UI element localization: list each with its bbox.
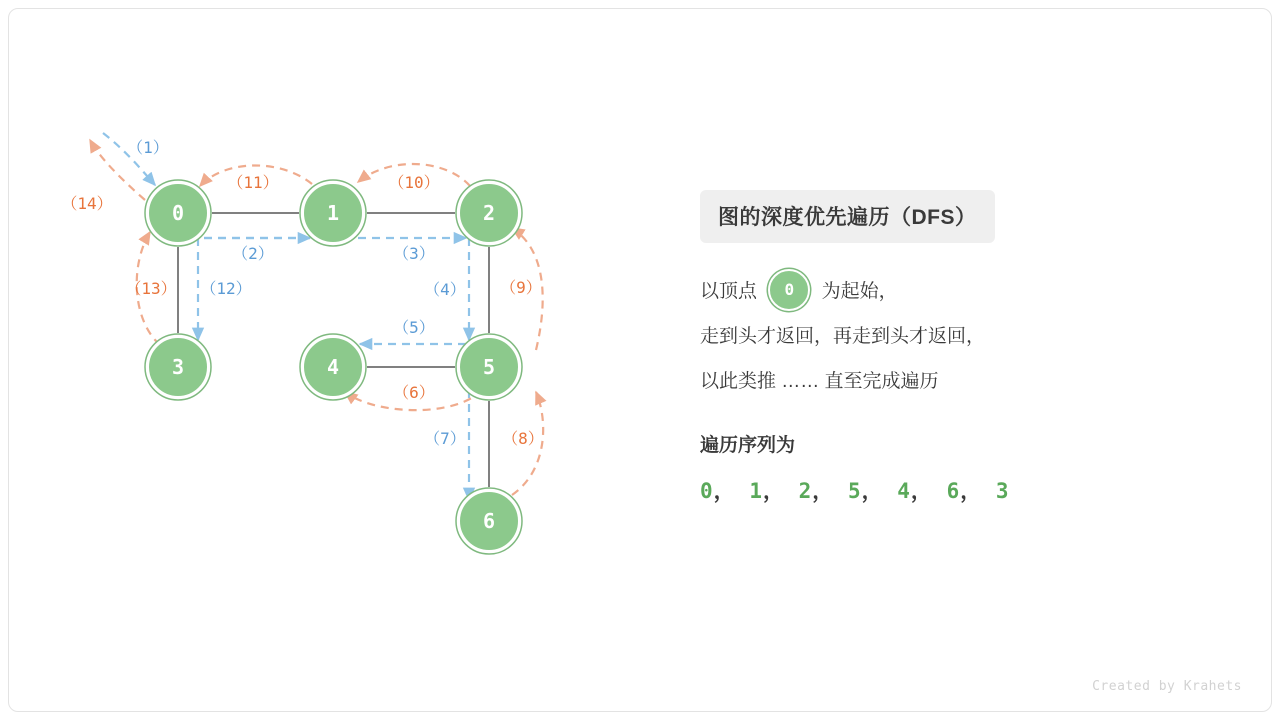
step-label-12: （12） (200, 279, 252, 298)
sequence-values (700, 475, 1220, 505)
panel-title: 图的深度优先遍历（DFS） (700, 190, 995, 243)
sequence-item: 6 (946, 479, 961, 503)
node-0[interactable] (145, 180, 211, 246)
step-label-5: （5） (393, 318, 435, 337)
start-node-badge: 0 (768, 269, 810, 311)
credit-text: Created by Krahets (1092, 679, 1242, 694)
node-5[interactable] (456, 334, 522, 400)
step-label-6: （6） (393, 383, 435, 402)
sequence-separator: ， (910, 479, 933, 503)
node-3-label: 3 (171, 355, 185, 379)
graph-nodes (145, 180, 522, 554)
description-line-2: 走到头才返回，再走到头才返回， (700, 326, 986, 347)
step-label-9: （9） (500, 278, 542, 297)
step-label-3: （3） (393, 244, 435, 263)
description-line-1 (700, 269, 1220, 314)
step-label-4: （4） (424, 280, 466, 299)
node-2[interactable] (456, 180, 522, 246)
node-1-label: 1 (326, 201, 340, 225)
step-label-14: （14） (61, 194, 113, 213)
node-1[interactable] (300, 180, 366, 246)
node-5-label: 5 (482, 355, 496, 379)
sequence-separator: ， (713, 479, 736, 503)
description-suffix: 为起始， (821, 281, 898, 302)
step-label-1: （1） (127, 138, 169, 157)
step-label-11: （11） (227, 173, 279, 192)
node-6-label: 6 (482, 509, 496, 533)
description-prefix: 以顶点 (700, 281, 758, 302)
node-3[interactable] (145, 334, 211, 400)
sequence-item: 4 (897, 479, 911, 503)
sequence-separator: ， (861, 479, 884, 503)
node-2-label: 2 (482, 201, 496, 225)
info-panel (700, 190, 1220, 505)
node-4[interactable] (300, 334, 366, 400)
description-line-3: 以此类推 …… 直至完成遍历 (700, 371, 939, 392)
step-label-7: （7） (424, 429, 466, 448)
node-4-label: 4 (326, 355, 340, 379)
sequence-item: 3 (995, 479, 1010, 503)
sequence-item: 5 (847, 479, 862, 503)
sequence-title: 遍历序列为 (700, 435, 796, 456)
sequence-separator: ， (812, 479, 835, 503)
step-label-13: （13） (125, 279, 177, 298)
step-label-2: （2） (232, 244, 274, 263)
sequence-item: 0 (700, 479, 714, 503)
sequence-item: 1 (749, 479, 763, 503)
node-6[interactable] (456, 488, 522, 554)
step-label-10: （10） (388, 173, 440, 192)
step-label-8: （8） (502, 429, 544, 448)
sequence-separator: ， (960, 479, 983, 503)
sequence-separator: ， (762, 479, 785, 503)
sequence-item: 2 (798, 479, 813, 503)
node-0-label: 0 (171, 201, 185, 225)
panel-description (700, 269, 1220, 404)
